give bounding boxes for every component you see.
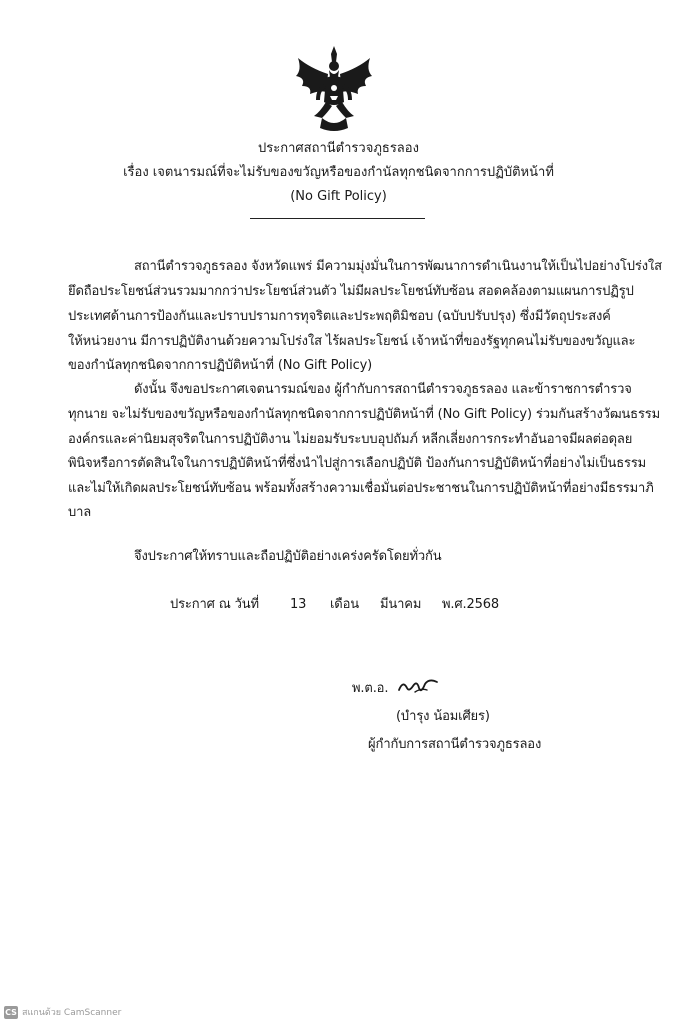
paragraph2-line2: ทุกนาย จะไม่รับของขวัญหรือของกำนัลทุกชนิดจากการปฏิบัติหน้าที่ (No Gift Policy) ร่วมกันสร้างวัฒนธรรม xyxy=(68,407,661,422)
policy-name: (No Gift Policy) xyxy=(290,189,387,204)
paragraph1-line3: ประเทศด้านการป้องกันและปราบปรามการทุจริตและประพฤติมิชอบ (ฉบับปรับปรุง) ซึ่งมีวัตถุประสงค์ xyxy=(68,309,611,324)
paragraph1-line2: ยึดถือประโยชน์ส่วนรวมมากกว่าประโยชน์ส่วนตัว ไม่มีผลประโยชน์ทับซ้อน สอดคล้องตามแผนการปฏิรูป xyxy=(68,284,634,299)
paragraph1-line4: ให้หน่วยงาน มีการปฏิบัติงานด้วยความโปร่งใส ไร้ผลประโยชน์ เจ้าหน้าที่ของรัฐทุกคนไม่รับของขวัญและ xyxy=(68,334,636,349)
header-divider xyxy=(250,218,425,219)
paragraph1-line5: ของกำนัลทุกชนิดจากการปฏิบัติหน้าที่ (No Gift Policy) xyxy=(68,358,373,373)
paragraph2-line5: และไม่ให้เกิดผลประโยชน์ทับซ้อน พร้อมทั้งสร้างความเชื่อมั่นต่อประชาชนในการปฏิบัติหน้าที่อย่างมีธรรมาภิ xyxy=(68,481,654,496)
paragraph2-line4: พินิจหรือการตัดสินใจในการปฏิบัติหน้าที่ซึ่งนำไปสู่การเลือกปฏิบัติ ป้องกันการปฏิบัติหน้าที่อย่างไม่เป็นธรรม xyxy=(68,456,647,471)
document-subject: เรื่อง เจตนารมณ์ที่จะไม่รับของขวัญหรือของกำนัลทุกชนิดจากการปฏิบัติหน้าที่ xyxy=(123,165,554,180)
paragraph1-line1: สถานีตำรวจภูธรลอง จังหวัดแพร่ มีความมุ่งมั่นในการพัฒนาการดำเนินงานให้เป็นไปอย่างโปร่งใส xyxy=(134,259,662,274)
signatory-position: ผู้กำกับการสถานีตำรวจภูธรลอง xyxy=(368,737,542,752)
date-day: 13 xyxy=(290,597,307,612)
camscanner-watermark xyxy=(4,1004,121,1020)
date-month: มีนาคม xyxy=(380,597,422,612)
closing-statement: จึงประกาศให้ทราบและถือปฏิบัติอย่างเคร่งครัดโดยทั่วกัน xyxy=(134,549,442,564)
signature-rank: พ.ต.อ. xyxy=(352,681,389,696)
document-title: ประกาศสถานีตำรวจภูธรลอง xyxy=(258,141,419,156)
signatory-name: (บำรุง น้อมเศียร) xyxy=(396,709,490,724)
date-month-label: เดือน xyxy=(330,597,359,612)
paragraph2-line3: องค์กรและค่านิยมสุจริตในการปฏิบัติงาน ไม่ยอมรับระบบอุปถัมภ์ หลีกเลี่ยงการกระทำอันอาจมีผลต่อดุลย xyxy=(68,432,633,447)
handwritten-signature-icon xyxy=(397,676,441,696)
date-year: พ.ศ.2568 xyxy=(442,597,499,612)
paragraph2-line6: บาล xyxy=(68,505,92,520)
garuda-emblem-icon xyxy=(292,44,376,134)
camscanner-text: สแกนด้วย CamScanner xyxy=(22,1008,122,1018)
paragraph2-line1: ดังนั้น จึงขอประกาศเจตนารมณ์ของ ผู้กำกับการสถานีตำรวจภูธรลอง และข้าราชการตำรวจ xyxy=(134,382,632,397)
camscanner-badge: CS xyxy=(5,1007,17,1017)
date-prefix: ประกาศ ณ วันที่ xyxy=(170,597,259,612)
